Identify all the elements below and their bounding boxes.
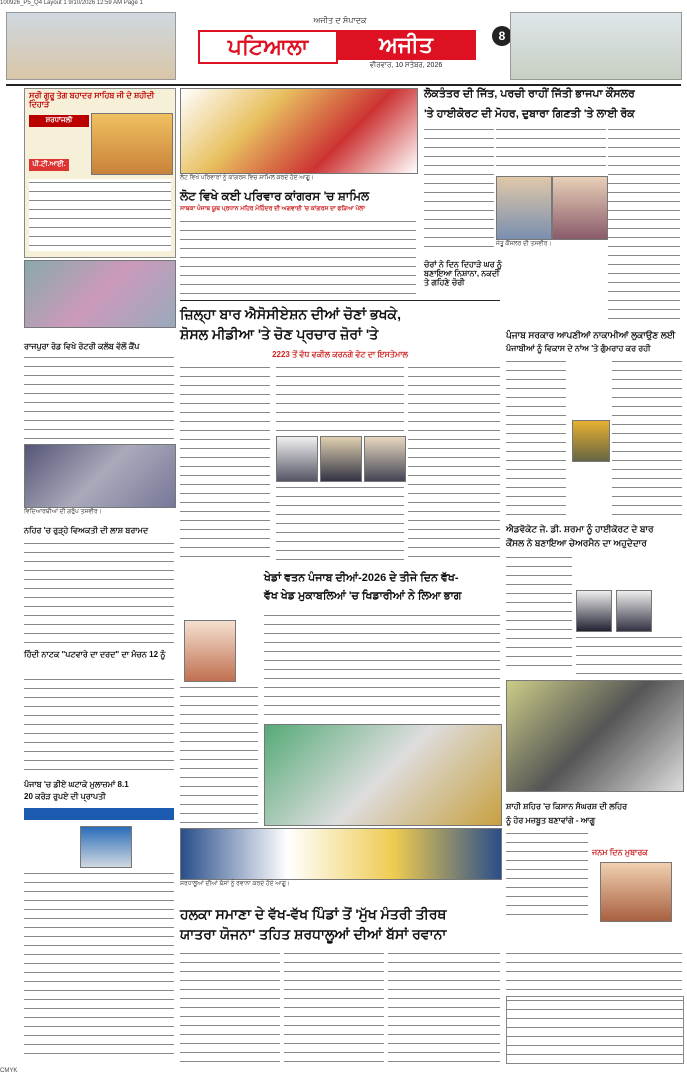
masthead-right-photo [510, 12, 682, 80]
story-canal-headline: ਨਹਿਰ 'ਚ ਰੁੜ੍ਹੇ ਵਿਅਕਤੀ ਦੀ ਲਾਸ਼ ਬਰਾਮਦ [24, 526, 149, 535]
story-congress-subhead: ਸਾਬਕਾ ਪੰਜਾਬ ਯੂਥ ਪ੍ਰਧਾਨ ਮਹਿਰ ਮੋਹਿੰਦਰ ਦੀ ਅਗਵਾਈ 'ਚ ਕਾਂਗਰਸ ਦਾ ਫੜਿਆ ਪੱਲਾ [180, 206, 366, 212]
photo-leader [572, 420, 610, 462]
story-da-banner [24, 808, 174, 820]
page-number: 8 [492, 26, 512, 46]
story-theft-headline: ਚੋਰਾਂ ਨੇ ਦਿਨ ਦਿਹਾੜੇ ਘਰ ਨੂੰ ਬਣਾਇਆ ਨਿਸ਼ਾਨਾ, ਨਕਦੀ ਤੇ ਗਹਿਣੇ ਚੋਰੀ [424, 260, 503, 288]
story-drama-headline: ਹਿੰਦੀ ਨਾਟਕ "ਪਟਵਾਰੇ ਦਾ ਦਰਦ" ਦਾ ਮੰਚਨ 12 ਨੂੰ [24, 650, 166, 659]
story-rotary-headline: ਰਾਜਪੁਰਾ ਰੋਡ ਵਿਖੇ ਰੋਟਰੀ ਕਲੱਬ ਵੱਲੋਂ ਕੈਂਪ [24, 342, 140, 351]
logo-title-left: ਪਟਿਆਲਾ [198, 30, 338, 64]
ad-badge: ਪੀ.ਟੀ.ਆਈ. [29, 159, 69, 171]
photo-portrait [80, 826, 132, 868]
photo-lawyer-3 [364, 436, 406, 482]
story-councillor-headline-2: 'ਤੇ ਹਾਈਕੋਰਟ ਦੀ ਮੋਹਰ, ਦੁਬਾਰਾ ਗਿਣਤੀ 'ਤੇ ਲਾਈ ਰੋਕ [424, 108, 635, 120]
story-congress-body [180, 218, 416, 296]
story-sports-headline-1: ਖੇਡਾਂ ਵਤਨ ਪੰਜਾਬ ਦੀਆਂ-2026 ਦੇ ਤੀਜੇ ਦਿਨ ਵੱਖ- [264, 572, 459, 584]
story-councillor-headline-1: ਲੋਕਤੰਤਰ ਦੀ ਜਿੱਤ, ਪਰਚੀ ਰਾਹੀਂ ਜਿੱਤੀ ਭਾਜਪਾ ਕੌਂਸਲਰ [424, 88, 635, 100]
story-da-headline-2: 20 ਕਰੋੜ ਰੁਪਏ ਦੀ ਪ੍ਰਾਪਤੀ [24, 792, 106, 801]
masthead-left-photo [6, 12, 176, 80]
story-pilgrimage-headline-1: ਹਲਕਾ ਸਮਾਣਾ ਦੇ ਵੱਖ-ਵੱਖ ਪਿੰਡਾਂ ਤੋਂ 'ਮੁੱਖ ਮੰਤਰੀ ਤੀਰਥ [180, 906, 447, 922]
story-da-headline-1: ਪੰਜਾਬ 'ਚ ਡੀਏ ਘਟਾਕੇ ਮੁਲਾਜ਼ਮਾਂ 8.1 [24, 780, 129, 789]
photo-councillor-man [496, 176, 552, 240]
story-sports-side-title [180, 570, 240, 578]
publisher-box [506, 996, 684, 1064]
story-councillor-body-2 [496, 126, 606, 174]
story-advocate-body-2 [576, 634, 682, 674]
masthead-rule [6, 84, 681, 86]
divider-bar [180, 300, 500, 301]
footer: CMYK [0, 1068, 18, 1074]
story-advocate-body-1 [506, 554, 572, 674]
story-bar-body-3 [276, 484, 404, 564]
story-sports-body-2 [264, 612, 500, 722]
story-councillor-body-1 [424, 126, 494, 254]
logo-top-label: ਅਜੀਤ ਦ ਸੰਪਾਦਕ [313, 16, 367, 25]
photo-buses [180, 828, 502, 880]
story-bar-headline-2: ਸ਼ੋਸਲ ਮੀਡੀਆ 'ਤੇ ਚੋਣ ਪ੍ਰਚਾਰ ਜ਼ੋਰਾਂ 'ਤੇ [180, 326, 379, 342]
story-pilgrimage-body-3 [388, 950, 500, 1062]
masthead [0, 10, 687, 82]
photo-girl [184, 620, 236, 682]
story-bar-body-1 [180, 364, 270, 564]
story-bar-body-4 [408, 364, 500, 564]
photo-advocate-1 [576, 590, 612, 632]
ad-panel [24, 88, 176, 258]
photo-lawyer-2 [320, 436, 362, 482]
story-govt-body-1 [506, 358, 566, 518]
story-govt-headline-2: ਪੰਜਾਬੀਆਂ ਨੂੰ ਵਿਕਾਸ ਦੇ ਨਾਂਅ 'ਤੇ ਗੁੰਮਰਾਹ ਕਰ ਰਹੀ [506, 344, 651, 353]
story-pilgrimage-headline-2: ਯਾਤਰਾ ਯੋਜਨਾ' ਤਹਿਤ ਸ਼ਰਧਾਲੂਆਂ ਦੀਆਂ ਬੱਸਾਂ ਰਵਾਨਾ [180, 926, 447, 942]
story-advocate-headline-1: ਐਡਵੋਕੇਟ ਜੇ. ਡੀ. ਸ਼ਰਮਾ ਨੂੰ ਹਾਈਕੋਰਟ ਦੇ ਬਾਰ [506, 524, 654, 534]
ad-title: ਸ੍ਰੀ ਗੁਰੂ ਤੇਗ ਬਹਾਦਰ ਸਾਹਿਬ ਜੀ ਦੇ ਸ਼ਹੀਦੀ ਦਿਹਾੜੇ [29, 91, 155, 110]
story-canal-body [24, 540, 174, 644]
story-farmer-headline-1: ਸ਼ਾਹੀ ਸ਼ਹਿਰ 'ਚ ਕਿਸਾਨ ਸੰਘਰਸ਼ ਦੀ ਲਹਿਰ [506, 802, 628, 811]
ad-subtitle: ਸ਼ਰਧਾਂਜਲੀ [29, 115, 89, 127]
photo-congress-joining [180, 88, 418, 174]
birthday-title: ਜਨਮ ਦਿਨ ਮੁਬਾਰਕ [592, 848, 648, 857]
story-congress-headline: ਲੋਟ ਵਿਖੇ ਕਈ ਪਰਿਵਾਰ ਕਾਂਗਰਸ 'ਚ ਸ਼ਾਮਿਲ [180, 189, 370, 203]
imprint-box [506, 950, 682, 990]
caption-school: ਵਿਦਿਆਰਥੀਆਂ ਦੀ ਗਰੁੱਪ ਤਸਵੀਰ। [24, 509, 102, 515]
story-pilgrimage-body-2 [284, 950, 384, 1062]
photo-lawyer-1 [276, 436, 318, 482]
story-councillor-body-3 [608, 126, 680, 326]
story-bar-body-2 [276, 364, 404, 434]
story-bar-headline-1: ਜ਼ਿਲ੍ਹਾ ਬਾਰ ਐਸੋਸੀਏਸ਼ਨ ਦੀਆਂ ਚੋਣਾਂ ਭਖਕੇ, [180, 306, 401, 322]
story-da-body [24, 870, 174, 1062]
photo-advocate-2 [616, 590, 652, 632]
story-sports-headline-2: ਵੱਖ ਖੇਡ ਮੁਕਾਬਲਿਆਂ 'ਚ ਖਿਡਾਰੀਆਂ ਨੇ ਲਿਆ ਭਾਗ [264, 590, 462, 602]
story-sports-body-1 [180, 684, 258, 824]
issue-date: ਵੀਰਵਾਰ, 10 ਸਤੰਬਰ, 2026 [369, 62, 443, 69]
ad-text [29, 179, 171, 251]
story-farmer-headline-2: ਨੂੰ ਹੋਰ ਮਜ਼ਬੂਤ ਬਣਾਵਾਂਗੇ - ਆਗੂ [506, 816, 596, 825]
print-meta-line: 100926_P5_Q4 Layout 1 9/10/2026 12:59 AM Page 1 [0, 0, 143, 6]
photo-baby [600, 862, 672, 922]
caption-congress: ਲੋਟ ਵਿਖੇ ਪਰਿਵਾਰਾਂ ਨੂੰ ਕਾਂਗਰਸ ਵਿਚ ਸ਼ਾਮਿਲ ਕਰਦੇ ਹੋਏ ਆਗੂ। [180, 175, 314, 181]
story-rotary-body [24, 354, 174, 442]
logo-title-right: ਅਜੀਤ [336, 30, 476, 60]
story-govt-headline-1: ਪੰਜਾਬ ਸਰਕਾਰ ਆਪਣੀਆਂ ਨਾਕਾਮੀਆਂ ਲੁਕਾਉਣ ਲਈ [506, 330, 676, 340]
story-advocate-headline-2: ਕੌਂਸਲ ਨੇ ਬਣਾਇਆ ਚੇਅਰਮੈਨ ਦਾ ਅਹੁਦੇਦਾਰ [506, 538, 647, 548]
photo-farmers-meeting [506, 680, 684, 792]
photo-councillor-woman [552, 176, 608, 240]
story-drama-body [24, 676, 174, 776]
story-bar-subhead: 2223 ਤੋਂ ਵੱਧ ਵਕੀਲ ਕਰਨਗੇ ਵੋਟ ਦਾ ਇਸਤੇਮਾਲ [272, 350, 408, 359]
photo-students [24, 260, 176, 328]
ad-image [91, 113, 173, 175]
caption-buses: ਸ਼ਰਧਾਲੂਆਂ ਦੀਆਂ ਬੱਸਾਂ ਨੂੰ ਰਵਾਨਾ ਕਰਦੇ ਹੋਏ ਆਗੂ। [180, 881, 291, 887]
photo-sports [264, 724, 502, 826]
newspaper-logo [190, 16, 490, 76]
story-pilgrimage-body-1 [180, 950, 280, 1062]
story-govt-body-2 [612, 358, 682, 518]
photo-school-group [24, 444, 176, 508]
caption-councillor: ਜੇਤੂ ਕੌਂਸਲਰ ਦੀ ਤਸਵੀਰ। [496, 241, 552, 247]
